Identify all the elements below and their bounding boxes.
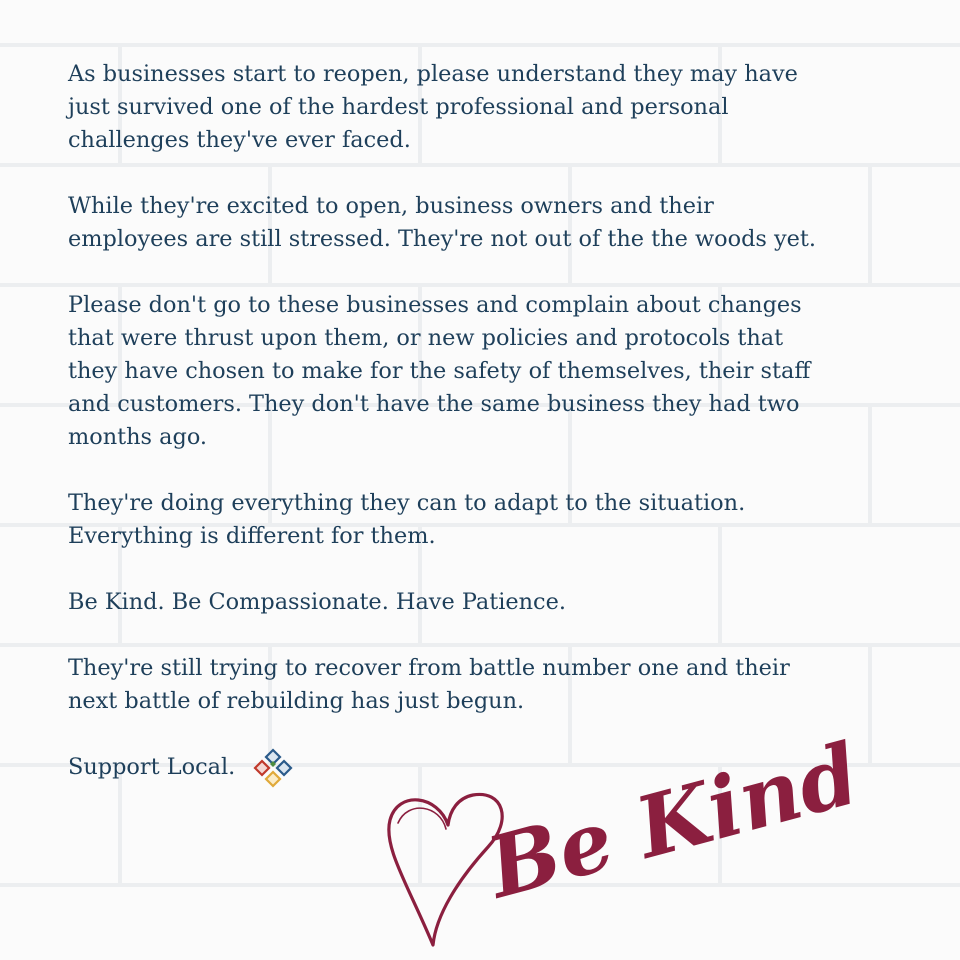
paragraph-stressed: While they're excited to open, business owners and their employees are still stressed. They're not out of the the woods yet. — [68, 193, 817, 252]
paragraph-dont-complain: Please don't go to these businesses and complain about changes that were thrust upon them, or new policies and protocols that they have chosen to make for the safety of themselves, their staff and customers. They don't have the same business they had two months ago. — [68, 292, 811, 450]
support-local-text: Support Local. — [68, 754, 236, 780]
paragraph-reopen: As businesses start to reopen, please understand they may have just survived one of the hardest professional and personal challenges they've ever faced. — [68, 61, 798, 153]
be-kind-signature — [477, 723, 869, 930]
paragraph-recover: They're still trying to recover from battle number one and their next battle of rebuilding has just begun. — [68, 655, 790, 714]
diamond-cluster-icon — [248, 748, 298, 788]
message-body — [68, 58, 888, 784]
be-kind-signature-text: Be Kind — [477, 723, 869, 918]
paragraph-be-kind: Be Kind. Be Compassionate. Have Patience. — [68, 589, 566, 615]
paragraph-adapt: They're doing everything they can to adapt to the situation. Everything is different for them. — [68, 490, 746, 549]
